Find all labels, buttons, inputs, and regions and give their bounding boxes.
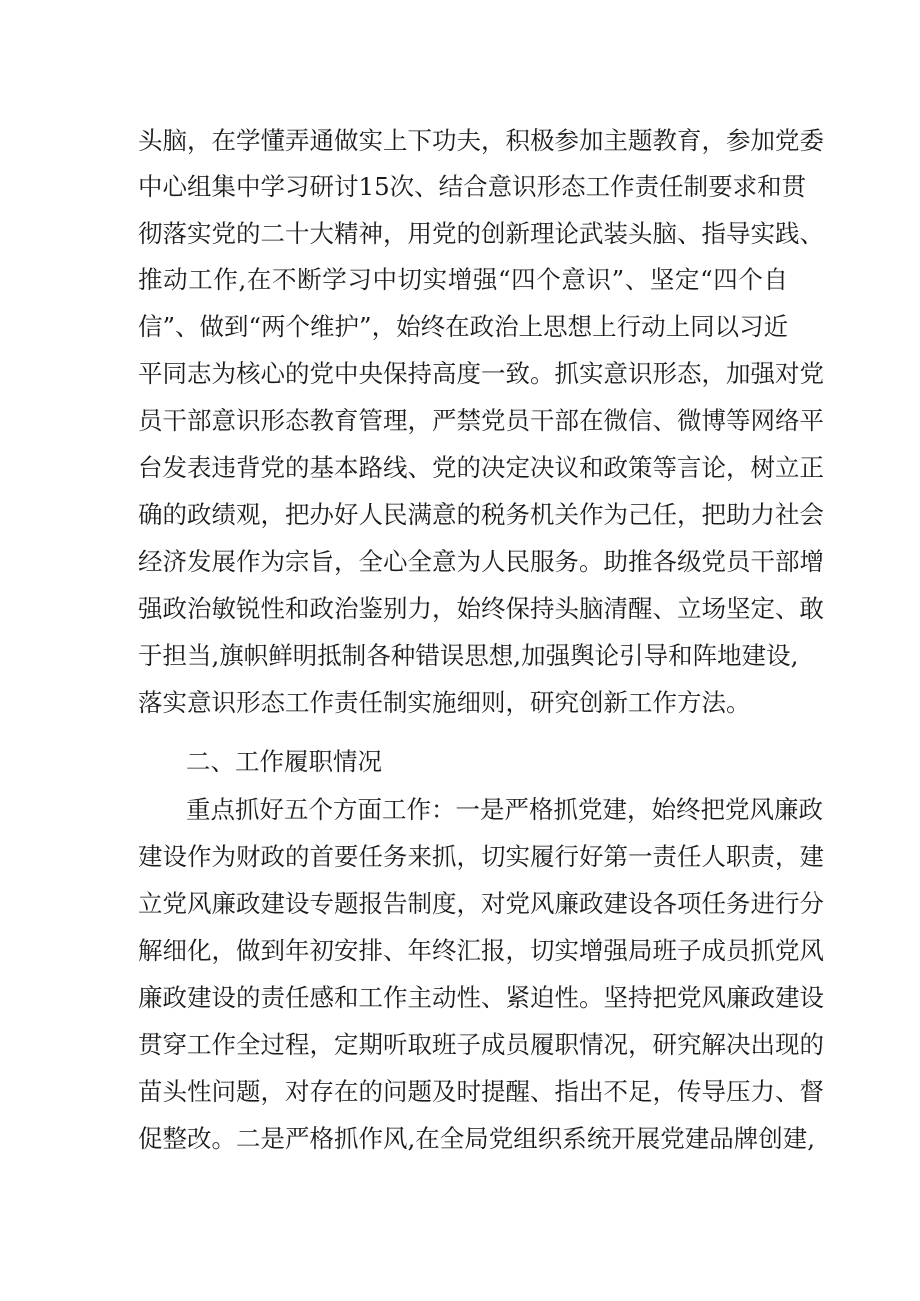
paragraph-line: 重点抓好五个方面工作：一是严格抓党建，始终把党风廉政 bbox=[186, 795, 823, 824]
paragraph-line: 落实意识形态工作责任制实施细则，研究创新工作方法。 bbox=[138, 688, 751, 717]
paragraph-line: 解细化，做到年初安排、年终汇报，切实增强局班子成员抓党风 bbox=[138, 936, 824, 965]
paragraph-line: 廉政建设的责任感和工作主动性、紧迫性。坚持把党风廉政建设 bbox=[138, 983, 824, 1012]
paragraph-line: 推动工作,在不断学习中切实增强“四个意识”、坚定“四个自 bbox=[138, 265, 788, 294]
paragraph-line: 员干部意识形态教育管理，严禁党员干部在微信、微博等网络平 bbox=[138, 406, 824, 435]
section-heading: 二、工作履职情况 bbox=[186, 747, 382, 776]
paragraph-line: 立党风廉政建设专题报告制度，对党风廉政建设各项任务进行分 bbox=[138, 889, 824, 918]
paragraph-line: 信”、做到“两个维护”，始终在政治上思想上行动上同以习近 bbox=[138, 312, 789, 341]
paragraph-line: 经济发展作为宗旨，全心全意为人民服务。助推各级党员干部增 bbox=[138, 547, 824, 576]
paragraph-line: 强政治敏锐性和政治鉴别力，始终保持头脑清醒、立场坚定、敢 bbox=[138, 594, 824, 623]
paragraph-line: 促整改。二是严格抓作风,在全局党组织系统开展党建品牌创建, bbox=[138, 1124, 816, 1153]
paragraph-line: 确的政绩观，把办好人民满意的税务机关作为己任，把助力社会 bbox=[138, 500, 824, 529]
paragraph-line: 头脑，在学懂弄通做实上下功夫，积极参加主题教育，参加党委 bbox=[138, 126, 824, 155]
paragraph-line: 于担当,旗帜鲜明抵制各种错误思想,加强舆论引导和阵地建设, bbox=[138, 641, 799, 670]
paragraph-line: 平同志为核心的党中央保持高度一致。抓实意识形态，加强对党 bbox=[138, 359, 824, 388]
paragraph-line: 贯穿工作全过程，定期听取班子成员履职情况，研究解决出现的 bbox=[138, 1030, 824, 1059]
paragraph-line: 台发表违背党的基本路线、党的决定决议和政策等言论，树立正 bbox=[138, 453, 824, 482]
paragraph-line: 彻落实党的二十大精神，用党的创新理论武装头脑、指导实践、 bbox=[138, 219, 824, 248]
paragraph-line: 苗头性问题，对存在的问题及时提醒、指出不足，传导压力、督 bbox=[138, 1077, 824, 1106]
paragraph-line: 建设作为财政的首要任务来抓，切实履行好第一责任人职责，建 bbox=[138, 842, 824, 871]
paragraph-line: 中心组集中学习研讨15次、结合意识形态工作责任制要求和贯 bbox=[138, 172, 807, 201]
